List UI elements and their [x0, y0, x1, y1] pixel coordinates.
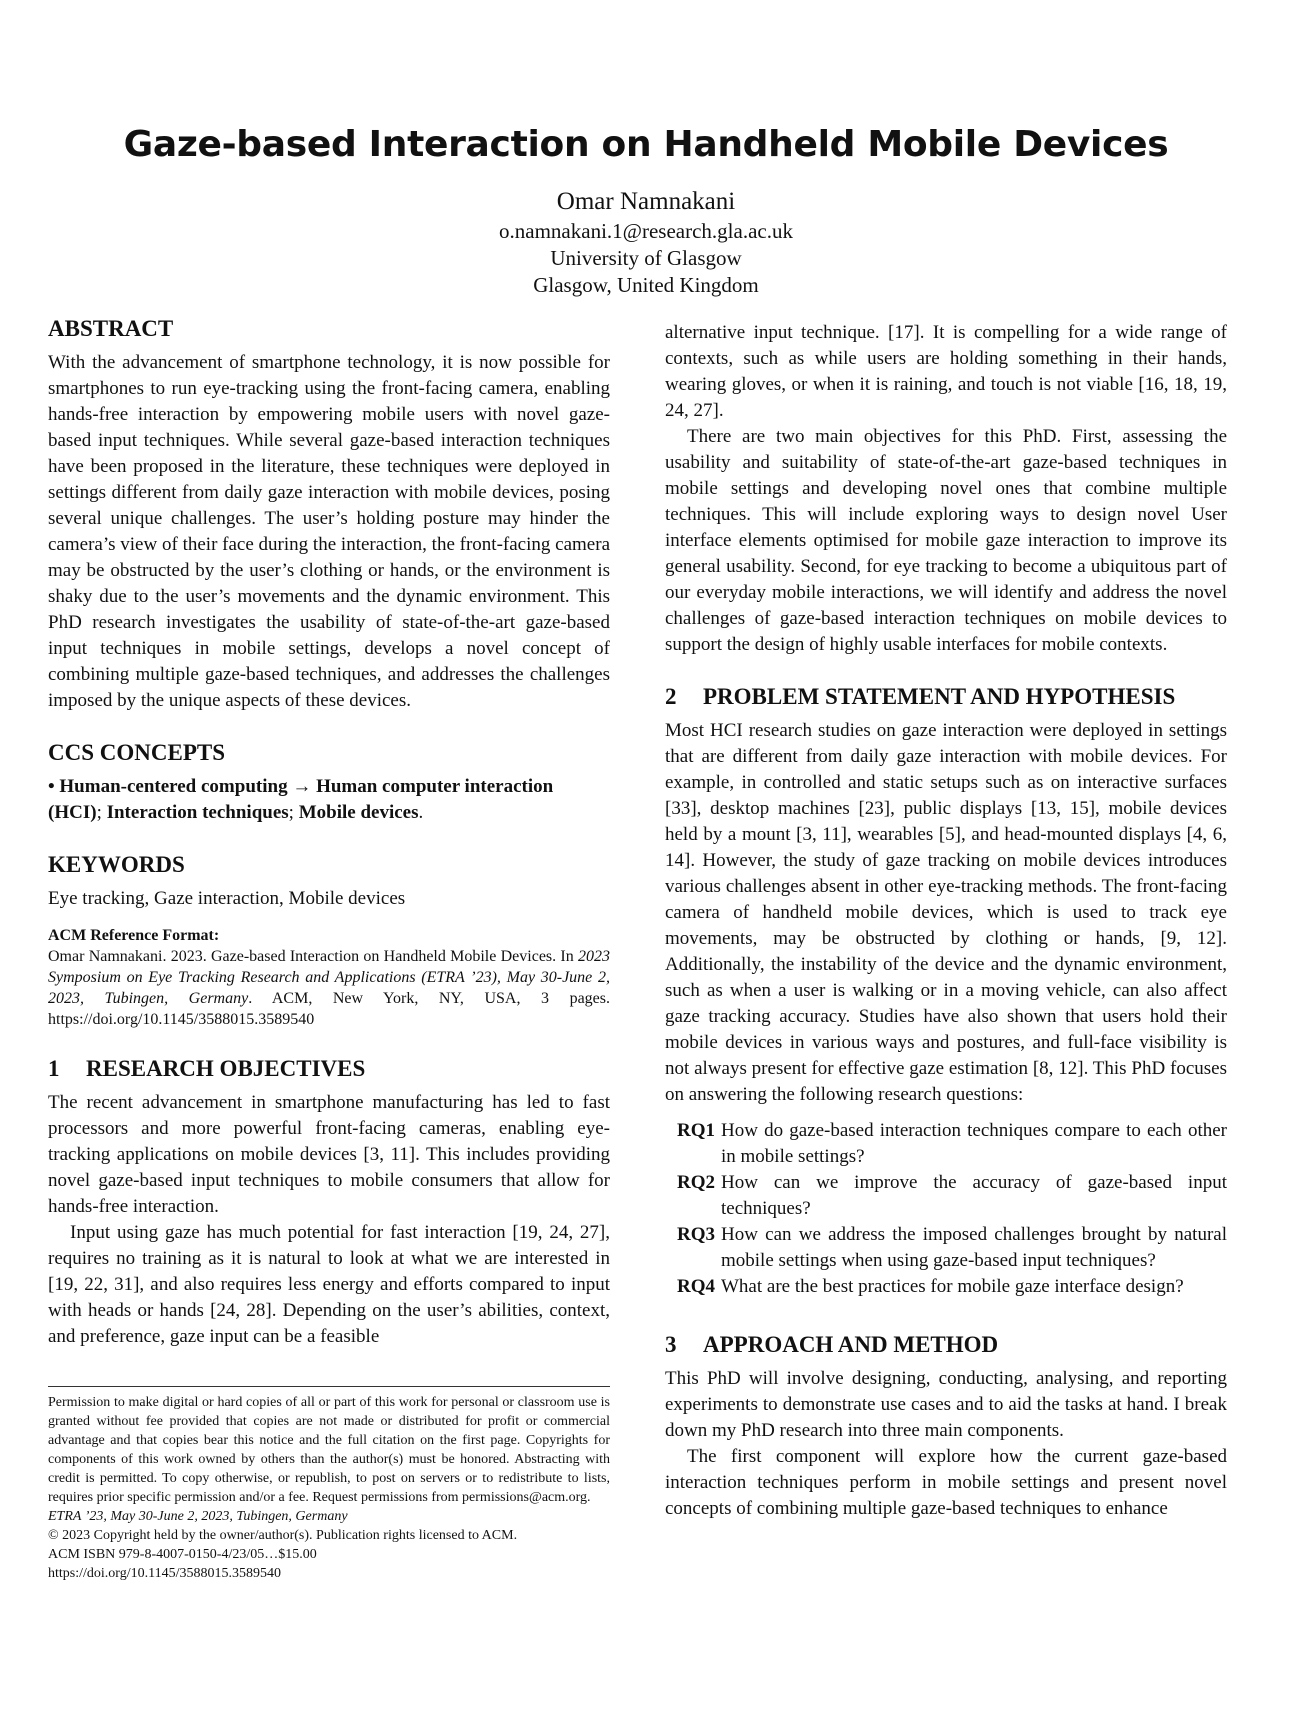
copyright-footer: [48, 1386, 610, 1583]
section1-paragraph-3: There are two main objectives for this PhD. First, assessing the usability and suitability of state-of-the-art gaze-based techniques in mobile settings and developing novel ones that combine multiple techniques. This will include exploring ways to design novel User interface elements optimised for mobile gaze interaction to improve its general usability. Second, for eye tracking to become a ubiquitous part of our everyday mobile interactions, we will identify and address the novel challenges of gaze-based interaction techniques on mobile devices to support the design of highly usable interfaces for mobile contexts.: [665, 426, 1227, 655]
rq-text: How can we address the imposed challenges brought by natural mobile settings when using gaze-based input techniques?: [721, 1224, 1227, 1271]
ccs-heading: CCS CONCEPTS: [48, 740, 226, 765]
ccs-sep2: ;: [288, 802, 299, 823]
author-location: Glasgow, United Kingdom: [533, 273, 759, 297]
keywords-text: Eye tracking, Gaze interaction, Mobile devices: [48, 888, 406, 909]
research-question: [665, 1170, 1227, 1222]
left-column: [48, 314, 610, 1350]
section2-title: PROBLEM STATEMENT AND HYPOTHESIS: [703, 684, 1176, 709]
section3-paragraph-2: The first component will explore how the current gaze-based interaction techniques perform in mobile settings and present novel concepts of combining multiple gaze-based techniques to enhance: [665, 1446, 1227, 1519]
acm-reference-venue: 2023 Symposium on Eye Tracking Research and Applications (ETRA ’23), May 30-June 2, 2023, Tubingen, Germany: [48, 948, 610, 1007]
acm-reference-heading: ACM Reference Format:: [48, 927, 220, 944]
acm-reference-text: [48, 946, 610, 1030]
ccs-term2: Interaction techniques: [106, 802, 289, 823]
rq-label: RQ4: [677, 1276, 715, 1297]
acm-reference-part1: Omar Namnakani. 2023. Gaze-based Interaction on Handheld Mobile Devices. In: [48, 948, 578, 965]
conference-line: ETRA ’23, May 30-June 2, 2023, Tubingen, Germany: [48, 1509, 348, 1524]
acm-reference-part2: . ACM, New York, NY, USA, 3 pages. https://doi.org/10.1145/3588015.3589540: [48, 990, 610, 1028]
rq-text: What are the best practices for mobile gaze interface design?: [721, 1276, 1184, 1297]
section3-title: APPROACH AND METHOD: [703, 1332, 999, 1357]
research-question: [665, 1274, 1227, 1300]
section2-paragraph-1: Most HCI research studies on gaze interaction were deployed in settings that are different from daily gaze interaction with mobile devices. For example, in controlled and static setups such as on interactive surfaces [33], desktop machines [23], public displays [13, 15], mobile devices held by a mount [3, 11], wearables [5], and head-mounted displays [4, 6, 14]. However, the study of gaze tracking on mobile devices introduces various challenges absent in other eye-tracking methods. The front-facing camera of handheld mobile devices, which is used to track eye movements, may be obstructed by clothing or hands, [9, 12]. Additionally, the instability of the device and the dynamic environment, such as when a user is walking or in a moving vehicle, can also affect gaze tracking accuracy. Studies have also shown that users hold their mobile devices in various ways and postures, and full-face visibility is not always present for effective gaze estimation [8, 12]. This PhD focuses on answering the following research questions:: [665, 720, 1227, 1105]
ccs-concepts: [48, 774, 610, 826]
section2-number: 2: [665, 684, 677, 709]
ccs-term3: Mobile devices: [298, 802, 419, 823]
author-email[interactable]: o.namnakani.1@research.gla.ac.uk: [499, 219, 793, 243]
section3-paragraph-1: This PhD will involve designing, conducting, analysing, and reporting experiments to demonstrate use cases and to aid the tasks at hand. I break down my PhD research into three main components.: [665, 1368, 1227, 1441]
section2-heading: [665, 682, 1227, 712]
permission-notice: Permission to make digital or hard copies of all or part of this work for personal or classroom use is granted without fee provided that copies are not made or distributed for profit or commercial advantage and that copies bear this notice and the full citation on the first page. Copyrights for components of this work owned by others than the author(s) must be honored. Abstracting with credit is permitted. To copy otherwise, or republish, to post on servers or to redistribute to lists, requires prior specific permission and/or a fee. Request permissions from permissions@acm.org.: [48, 1395, 610, 1505]
section1-heading: [48, 1054, 610, 1084]
section3-number: 3: [665, 1332, 677, 1357]
keywords-heading: KEYWORDS: [48, 852, 185, 877]
paper-title: Gaze-based Interaction on Handheld Mobile Devices: [123, 124, 1169, 165]
section3-heading: [665, 1330, 1227, 1360]
rq-text: How can we improve the accuracy of gaze-based input techniques?: [721, 1172, 1227, 1219]
rq-label: RQ2: [677, 1172, 715, 1193]
rq-label: RQ3: [677, 1224, 715, 1245]
research-question: [665, 1118, 1227, 1170]
research-questions-list: [665, 1118, 1227, 1300]
ccs-end: .: [418, 802, 424, 823]
section1-number: 1: [48, 1056, 60, 1081]
rq-label: RQ1: [677, 1120, 715, 1141]
author-block: [0, 186, 1292, 299]
right-column: [665, 320, 1227, 1522]
isbn-line: ACM ISBN 979-8-4007-0150-4/23/05…$15.00: [48, 1547, 317, 1562]
author-affiliation: University of Glasgow: [550, 246, 742, 270]
abstract-heading: ABSTRACT: [48, 316, 174, 341]
rq-text: How do gaze-based interaction techniques compare to each other in mobile settings?: [721, 1120, 1227, 1167]
section1-paragraph-2: Input using gaze has much potential for fast interaction [19, 24, 27], requires no training as it is natural to look at what we are interested in [19, 22, 31], and also requires less energy and efforts compared to input with heads or hands [24, 28]. Depending on the user’s abilities, context, and preference, gaze input can be a feasible: [48, 1222, 610, 1347]
section1-paragraph-2-continued: alternative input technique. [17]. It is compelling for a wide range of contexts, such as while users are holding something in their hands, wearing gloves, or when it is raining, and touch is not viable [16, 18, 19, 24, 27].: [665, 322, 1227, 421]
doi-link[interactable]: https://doi.org/10.1145/3588015.3589540: [48, 1566, 281, 1581]
author-name: Omar Namnakani: [556, 188, 736, 215]
abstract-text: With the advancement of smartphone technology, it is now possible for smartphones to run eye-tracking using the front-facing camera, enabling hands-free interaction by empowering mobile users with novel gaze-based input techniques. While several gaze-based interaction techniques have been proposed in the literature, these techniques were deployed in settings different from daily gaze interaction with mobile devices, posing several unique challenges. The user’s holding posture may hinder the camera’s view of their face during the interaction, the front-facing camera may be obstructed by the user’s clothing or hands, or the environment is shaky due to the user’s movements and the dynamic environment. This PhD research investigates the usability of state-of-the-art gaze-based input techniques in mobile settings, develops a novel concept of combining multiple gaze-based techniques, and addresses the challenges imposed by the unique aspects of these devices.: [48, 352, 610, 711]
research-question: [665, 1222, 1227, 1274]
copyright-line: © 2023 Copyright held by the owner/author(s). Publication rights licensed to ACM.: [48, 1528, 518, 1543]
section1-title: RESEARCH OBJECTIVES: [86, 1056, 366, 1081]
ccs-sep1: ;: [96, 802, 107, 823]
ccs-bullet: • Human-centered computing → Human computer interaction (HCI): [48, 776, 554, 823]
section1-paragraph-1: The recent advancement in smartphone manufacturing has led to fast processors and more powerful front-facing cameras, enabling eye-tracking applications on mobile devices [3, 11]. This includes providing novel gaze-based input techniques to mobile consumers that allow for hands-free interaction.: [48, 1092, 610, 1217]
